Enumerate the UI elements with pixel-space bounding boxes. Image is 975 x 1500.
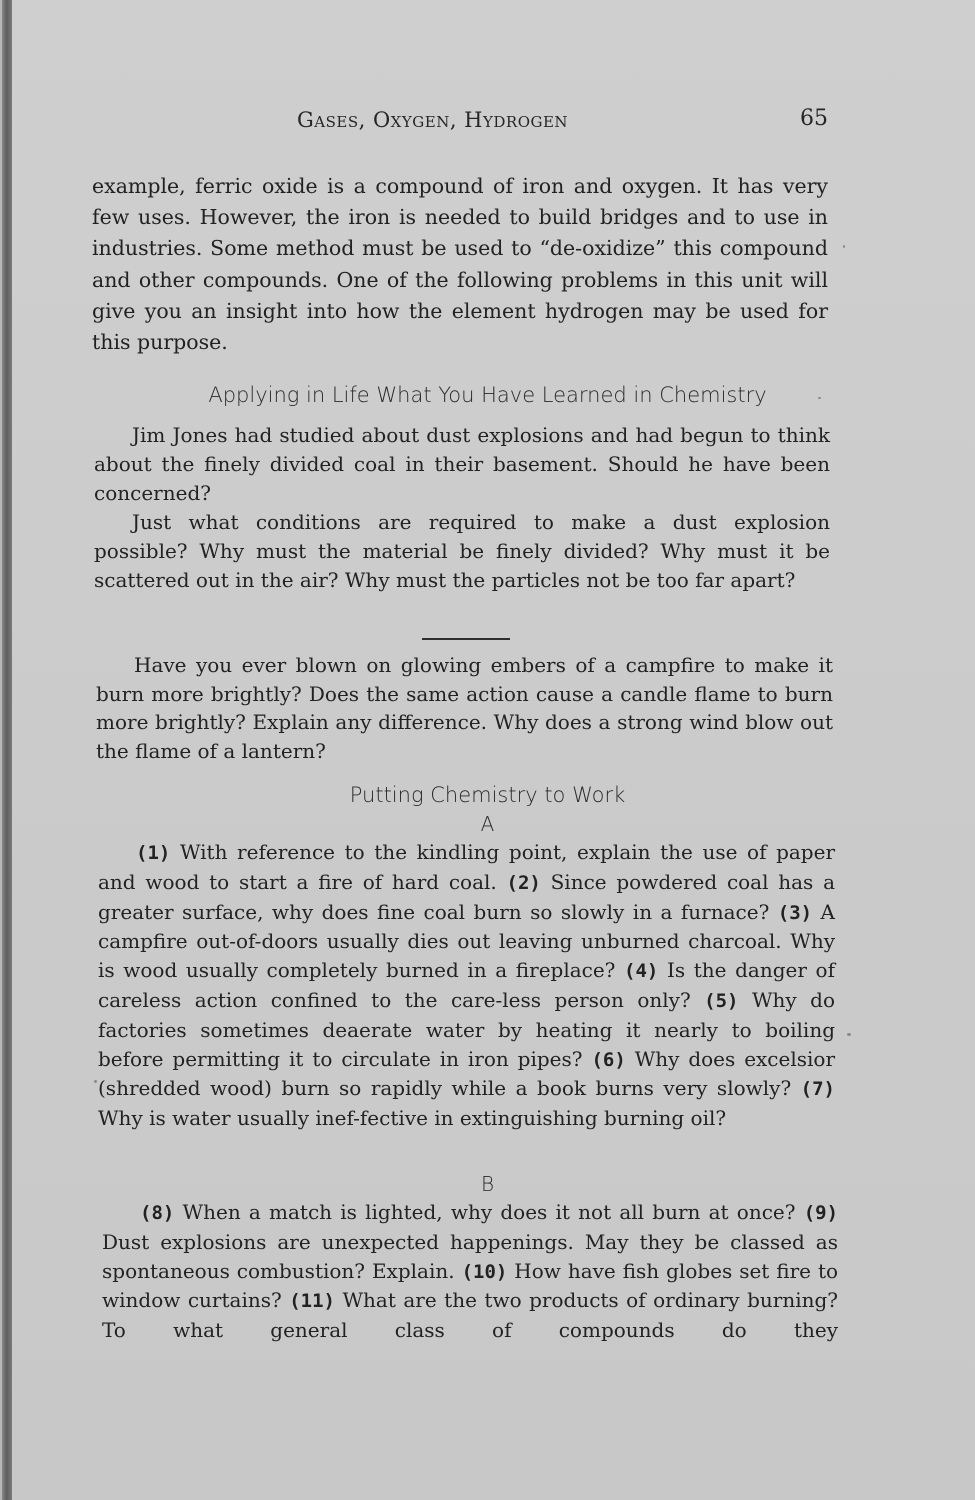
- group-label-a: A: [480, 812, 495, 836]
- question-number: (6): [591, 1048, 626, 1071]
- question-number: (9): [803, 1202, 839, 1224]
- intro-paragraph-block: [92, 171, 828, 358]
- question-number: (11): [289, 1290, 335, 1313]
- section-divider: [422, 638, 510, 640]
- questions-a-paragraph: [98, 838, 835, 1133]
- question-number: (1): [136, 842, 171, 864]
- question-text: Why do factories sometimes deaerate water by heating it nearly to boiling before permitting it to circulate in iron pipes?: [98, 987, 836, 1071]
- question-text: When a match is lighted, why does it not all burn at once?: [182, 1200, 796, 1224]
- paragraph-dust-conditions: Just what conditions are required to make a dust explosion possible? Why must the material be finely divided? Why must it be scattered out in the air? Why must the particles not be too far apart?: [94, 510, 830, 592]
- running-title: Gases, Oxygen, Hydrogen: [297, 108, 569, 132]
- question-text: Why does excelsior (shredded wood) burn so rapidly while a book burns very slowly?: [98, 1046, 836, 1101]
- question-number: (3): [777, 901, 813, 924]
- question-number: (10): [461, 1260, 508, 1283]
- applying-problem-2: [96, 651, 833, 765]
- question-text: With reference to the kindling point, explain the use of paper and wood to start a fire of hard coal.: [98, 840, 836, 894]
- paragraph-jim-jones: Jim Jones had studied about dust explosions and had begun to think about the finely divided coal in their basement. Should he have been concerned?: [94, 423, 830, 505]
- question-number: (8): [140, 1202, 175, 1224]
- section-heading-applying: Applying in Life What You Have Learned in Chemistry: [208, 383, 767, 407]
- question-number: (7): [800, 1078, 835, 1101]
- section-heading-putting: Putting Chemistry to Work: [349, 783, 626, 807]
- paper-speck: [843, 245, 845, 248]
- paper-speck: [818, 397, 821, 399]
- question-text: Dust explosions are unexpected happenings. May they be classed as spontaneous combustion? Explain.: [102, 1229, 838, 1283]
- question-text: A campfire out-of-doors usually dies out leaving unburned charcoal. Why is wood usually completely burned in a fireplace?: [98, 899, 835, 983]
- binding-shadow: [2, 0, 12, 1500]
- paper-speck: [94, 1080, 97, 1083]
- question-text: What are the two products of ordinary burning? To what general class of compounds do they: [102, 1288, 839, 1343]
- question-group-b: [102, 1198, 838, 1345]
- paragraph-campfire: Have you ever blown on glowing embers of a campfire to make it burn more brightly? Does the same action cause a candle flame to burn more brightly? Explain any difference. Why does a strong wind blow out the flame of a lantern?: [96, 653, 833, 763]
- question-text: Why is water usually inef-fective in extinguishing burning oil?: [98, 1106, 727, 1131]
- question-text: How have fish globes set fire to window curtains?: [102, 1258, 839, 1313]
- question-group-a: [98, 838, 835, 1133]
- paper-speck: [847, 1033, 851, 1036]
- question-number: (4): [624, 960, 659, 983]
- page-number: 65: [800, 106, 828, 131]
- running-head: [0, 108, 975, 138]
- question-text: Since powdered coal has a greater surface, why does fine coal burn so slowly in a furnace?: [98, 869, 836, 924]
- applying-problem-1: [94, 421, 830, 595]
- group-label-b: B: [480, 1172, 495, 1196]
- intro-paragraph: example, ferric oxide is a compound of iron and oxygen. It has very few uses. However, the iron is needed to build bridges and to use in industries. Some method must be used to “de-oxidize” this compound and other compounds. One of the following problems in this unit will give you an insight into how the element hydrogen may be used for this purpose.: [92, 174, 828, 355]
- questions-b-paragraph: [102, 1198, 838, 1345]
- question-number: (2): [506, 871, 541, 894]
- question-text: Is the danger of careless action confined to the care-less person only?: [98, 958, 835, 1012]
- question-number: (5): [704, 989, 739, 1012]
